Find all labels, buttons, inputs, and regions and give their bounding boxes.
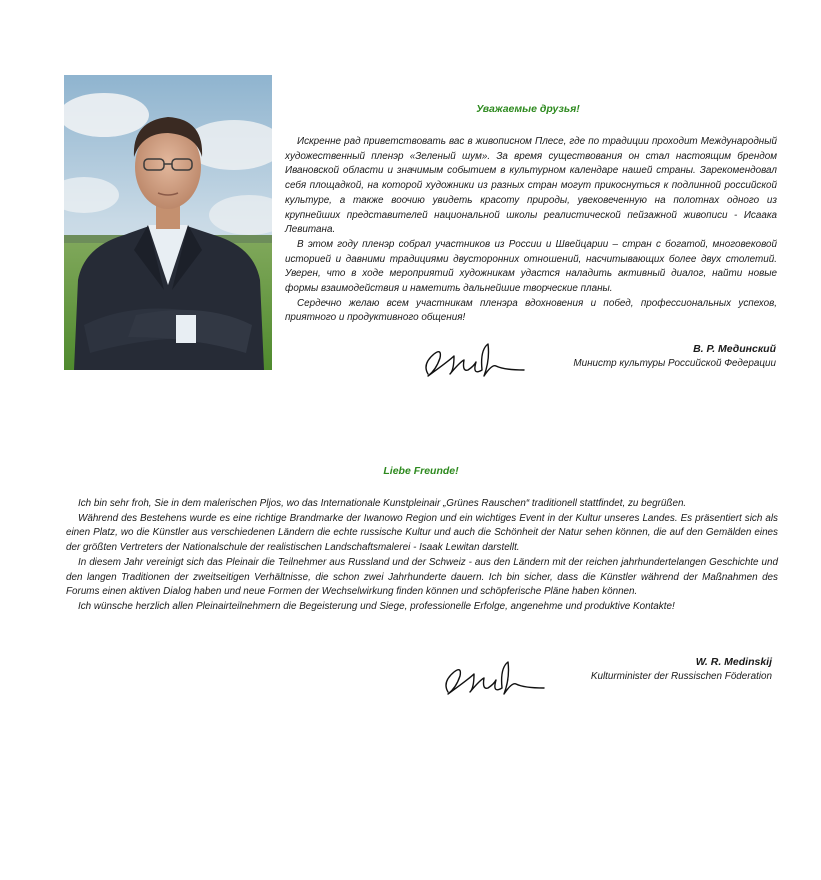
german-signer-name: W. R. Medinskij <box>695 656 772 668</box>
russian-paragraph: В этом году пленэр собрал участников из России и Швейцарии – стран с богатой, многовековой историей и давними традициями двусторонних отношений, насчитывающих более двух столетий. Уверен, что в ходе мероприятий художникам удастся наладить активный диалог, найти новые формы взаимодействия и наметить дальнейшие творческие планы. <box>285 238 777 295</box>
portrait-illustration <box>64 75 272 370</box>
russian-letter-body <box>285 135 777 326</box>
russian-signer-title: Министр культуры Российской Федерации <box>573 358 776 369</box>
german-letter-body <box>66 497 778 615</box>
russian-paragraph: Сердечно желаю всем участникам пленэра вдохновения и побед, профессиональных успехов, приятного и продуктивного общения! <box>285 297 777 324</box>
russian-signer-name: В. Р. Мединский <box>693 343 776 355</box>
german-signer-title: Kulturminister der Russischen Föderation <box>590 671 772 682</box>
russian-paragraph: Искренне рад приветствовать вас в живописном Плесе, где по традиции проходит Международный художественный пленэр «Зеленый шум». За время существования он стал настоящим брендом Ивановской области и значимым событием в культурном календаре нашей страны. Зарекомендовал себя площадкой, на которой художники из разных стран могут прикоснуться к подлинной российской культуре, а также воочию увидеть красоту природы, увековеченную на полотнах одного из крупнейших представителей национальной школы реалистической пейзажной живописи - Исаака Левитана. <box>285 136 777 236</box>
german-paragraph: In diesem Jahr vereinigt sich das Pleinair die Teilnehmer aus Russland und der Schweiz - aus den Ländern mit der reichen jahrhundertelangen Geschichte und den langen Traditionen der zweitseitigen Verhältnisse, die schon zwei Jahrhunderte dauern. Ich bin sicher, dass die Künstler während der Maßnahmen des Forums einen aktiven Dialog haben und neue Formen der Wechselwirkung finden können und schöpferische Pläne haben können. <box>66 556 778 598</box>
german-paragraph: Ich bin sehr froh, Sie in dem malerischen Pljos, wo das Internationale Kunstpleinair „Grünes Rauschen“ traditionell stattfindet, zu begrüßen. <box>78 498 687 509</box>
russian-greeting: Уважаемые друзья! <box>476 103 580 115</box>
signature-image <box>420 340 530 387</box>
signature-image <box>440 658 550 705</box>
german-paragraph: Ich wünsche herzlich allen Pleinairteilnehmern die Begeisterung und Siege, professionelle Erfolge, angenehme und produktive Kontakte! <box>78 600 675 612</box>
german-greeting: Liebe Freunde! <box>383 465 459 477</box>
german-paragraph: Während des Bestehens wurde es eine richtige Brandmarke der Iwanowo Region und ein wichtiges Event in der Kultur unseres Landes. Es präsentiert sich als einen Platz, wo die Künstler aus verschiedenen Ländern die echte russische Kultur und auch die Schönheit der Natur sehen können, die auf den Gemälden eines der größten Vertreters der Nationalschule der realistischen Landschaftsmalerei - Isaak Lewitan darstellt. <box>66 512 778 554</box>
portrait-photo <box>64 75 272 370</box>
